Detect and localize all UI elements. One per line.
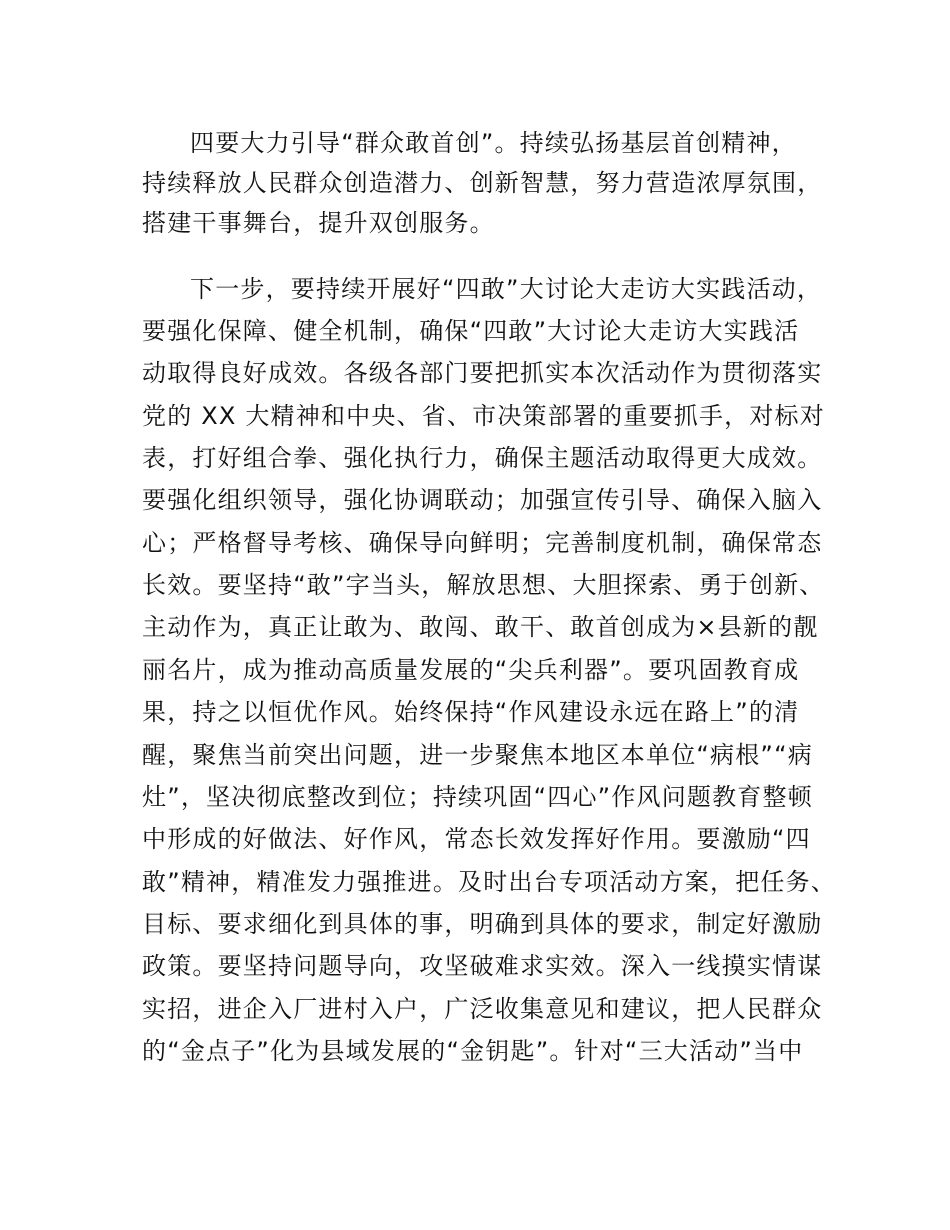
paragraph-2-line-7: 心；严格督导考核、确保导向鲜明；完善制度机制，确保常态	[142, 529, 823, 557]
paragraph-2-line-17: 政策。要坚持问题导向，攻坚破难求实效。深入一线摸实情谋	[142, 952, 823, 980]
paragraph-2-line-13: 灶”，坚决彻底整改到位；持续巩固“四心”作风问题教育整顿	[142, 783, 813, 811]
paragraph-2-line-9: 主动作为，真正让敢为、敢闯、敢干、敢首创成为×县新的靓	[142, 613, 819, 641]
paragraph-2-line-3: 动取得良好成效。各级各部门要把抓实本次活动作为贯彻落实	[142, 359, 823, 387]
paragraph-2-line-19: 的“金点子”化为县域发展的“金钥匙”。针对“三大活动”当中	[142, 1037, 804, 1065]
paragraph-2-line-5: 表，打好组合拳、强化执行力，确保主题活动取得更大成效。	[142, 444, 823, 472]
paragraph-2-line-12: 醒，聚焦当前突出问题，进一步聚焦本地区本单位“病根”“病	[142, 741, 813, 769]
paragraph-2-line-16: 目标、要求细化到具体的事，明确到具体的要求，制定好激励	[142, 910, 823, 938]
paragraph-2-line-11: 果，持之以恒优作风。始终保持“作风建设永远在路上”的清	[142, 698, 800, 726]
paragraph-1-line-3: 搭建干事舞台，提升双创服务。	[142, 209, 495, 237]
paragraph-2-line-15: 敢”精神，精准发力强推进。及时出台专项活动方案，把任务、	[142, 868, 837, 896]
paragraph-1-line-1: 四要大力引导“群众敢首创”。持续弘扬基层首创精神，	[190, 129, 797, 157]
paragraph-2-line-10: 丽名片，成为推动高质量发展的“尖兵利器”。要巩固教育成	[142, 656, 800, 684]
paragraph-2-line-2: 要强化保障、健全机制，确保“四敢”大讨论大走访大实践活	[142, 317, 800, 345]
paragraph-1-line-2: 持续释放人民群众创造潜力、创新智慧，努力营造浓厚氛围，	[142, 169, 823, 197]
paragraph-2-line-1: 下一步，要持续开展好“四敢”大讨论大走访大实践活动，	[190, 275, 823, 303]
paragraph-2-line-6: 要强化组织领导，强化协调联动；加强宣传引导、确保入脑入	[142, 486, 823, 514]
paragraph-2-line-4: 党的 XX 大精神和中央、省、市决策部署的重要抓手，对标对	[142, 402, 825, 430]
paragraph-2-line-8: 长效。要坚持“敢”字当头，解放思想、大胆探索、勇于创新、	[142, 571, 825, 599]
paragraph-2-line-14: 中形成的好做法、好作风，常态长效发挥好作用。要激励“四	[142, 825, 811, 853]
paragraph-2-line-18: 实招，进企入厂进村入户，广泛收集意见和建议，把人民群众	[142, 995, 823, 1023]
